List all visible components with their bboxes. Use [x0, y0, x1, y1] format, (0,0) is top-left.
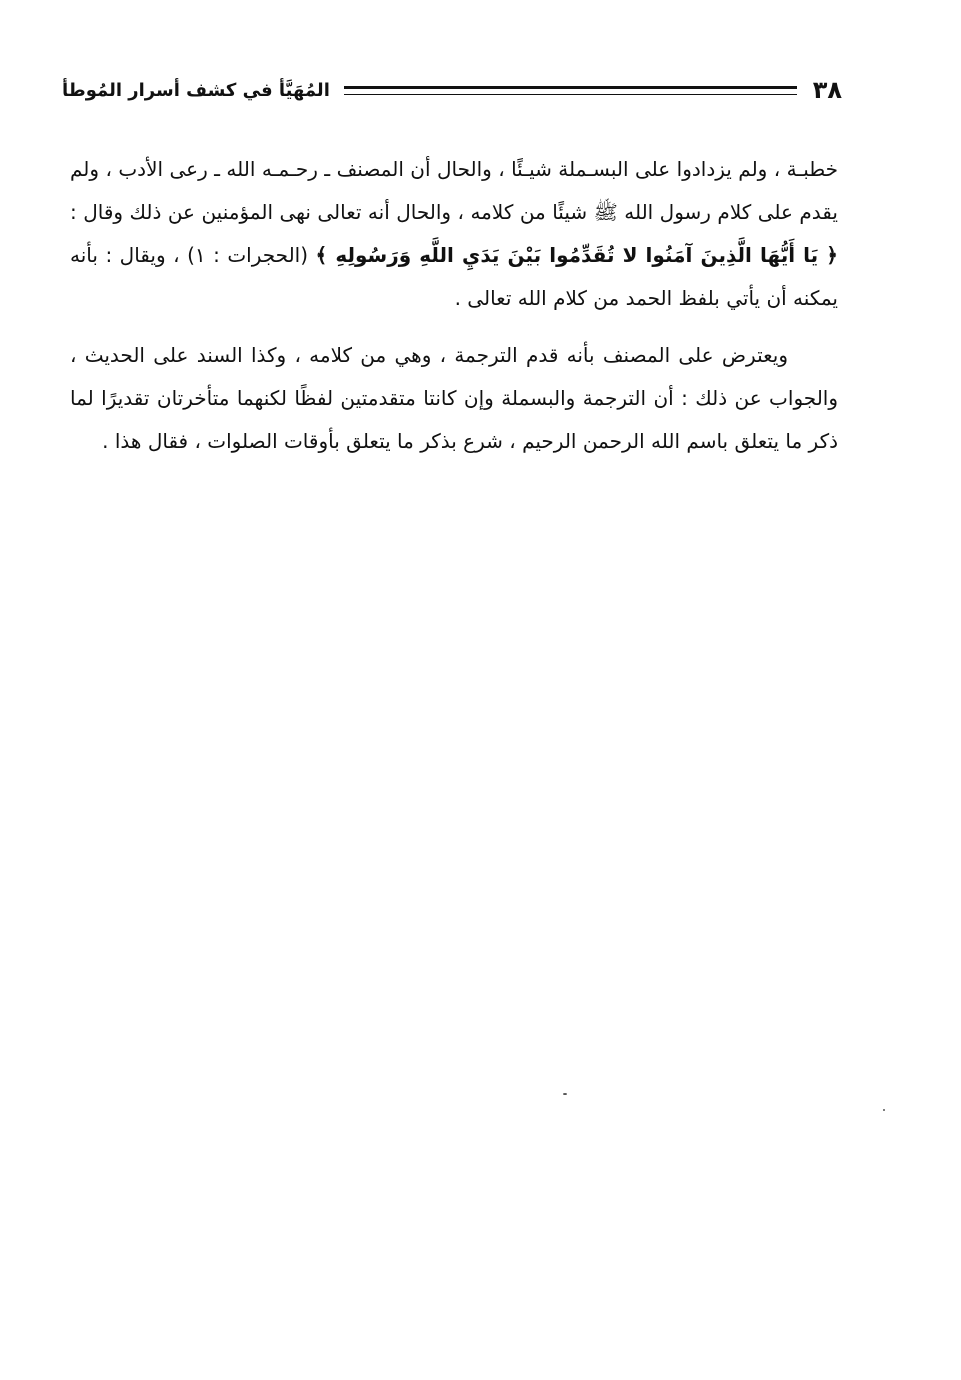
- book-title: المُهَيَّأ في كشف أسرار المُوطأ: [62, 79, 330, 101]
- paragraph-1: [70, 148, 838, 320]
- running-header: [62, 72, 842, 108]
- verse-citation-text: (الحجرات : ١) ، ويقال : بأنه يمكنه أن يأتي بلفظ الحمد من كلام الله تعالى .: [70, 243, 838, 310]
- paragraph-1-text: خطبـة ، ولم يزدادوا على البسـملة شيـئًا ، والحال أن المصنف ـ رحـمـه الله ـ رعى الأدب ، ولم يقدم على كلام رسول الله ﷺ شيئًا من كلامه ، والحال أنه تعالى نهى المؤمنين عن ذلك وقال :: [70, 157, 838, 224]
- scan-speck: [883, 1109, 885, 1111]
- page-number: ٣٨: [812, 76, 842, 104]
- quran-verse: ﴿ يَا أَيُّهَا الَّذِينَ آمَنُوا لا تُقَدِّمُوا بَيْنَ يَدَيِ اللَّهِ وَرَسُولِهِ ﴾: [315, 243, 838, 267]
- body-text: [70, 148, 838, 463]
- paragraph-2-text: ويعترض على المصنف بأنه قدم الترجمة ، وهي من كلامه ، وكذا السند على الحديث ، والجواب عن ذلك : أن الترجمة والبسملة وإن كانتا متقدمتين لفظًا لكنهما متأخرتان تقديرًا لما ذكر ما يتعلق باسم الله الرحمن الرحيم ، شرع بذكر ما يتعلق بأوقات الصلوات ، فقال هذا .: [70, 343, 838, 453]
- header-rule: [344, 86, 797, 95]
- paragraph-2: [70, 334, 838, 463]
- scan-speck: [563, 1093, 567, 1095]
